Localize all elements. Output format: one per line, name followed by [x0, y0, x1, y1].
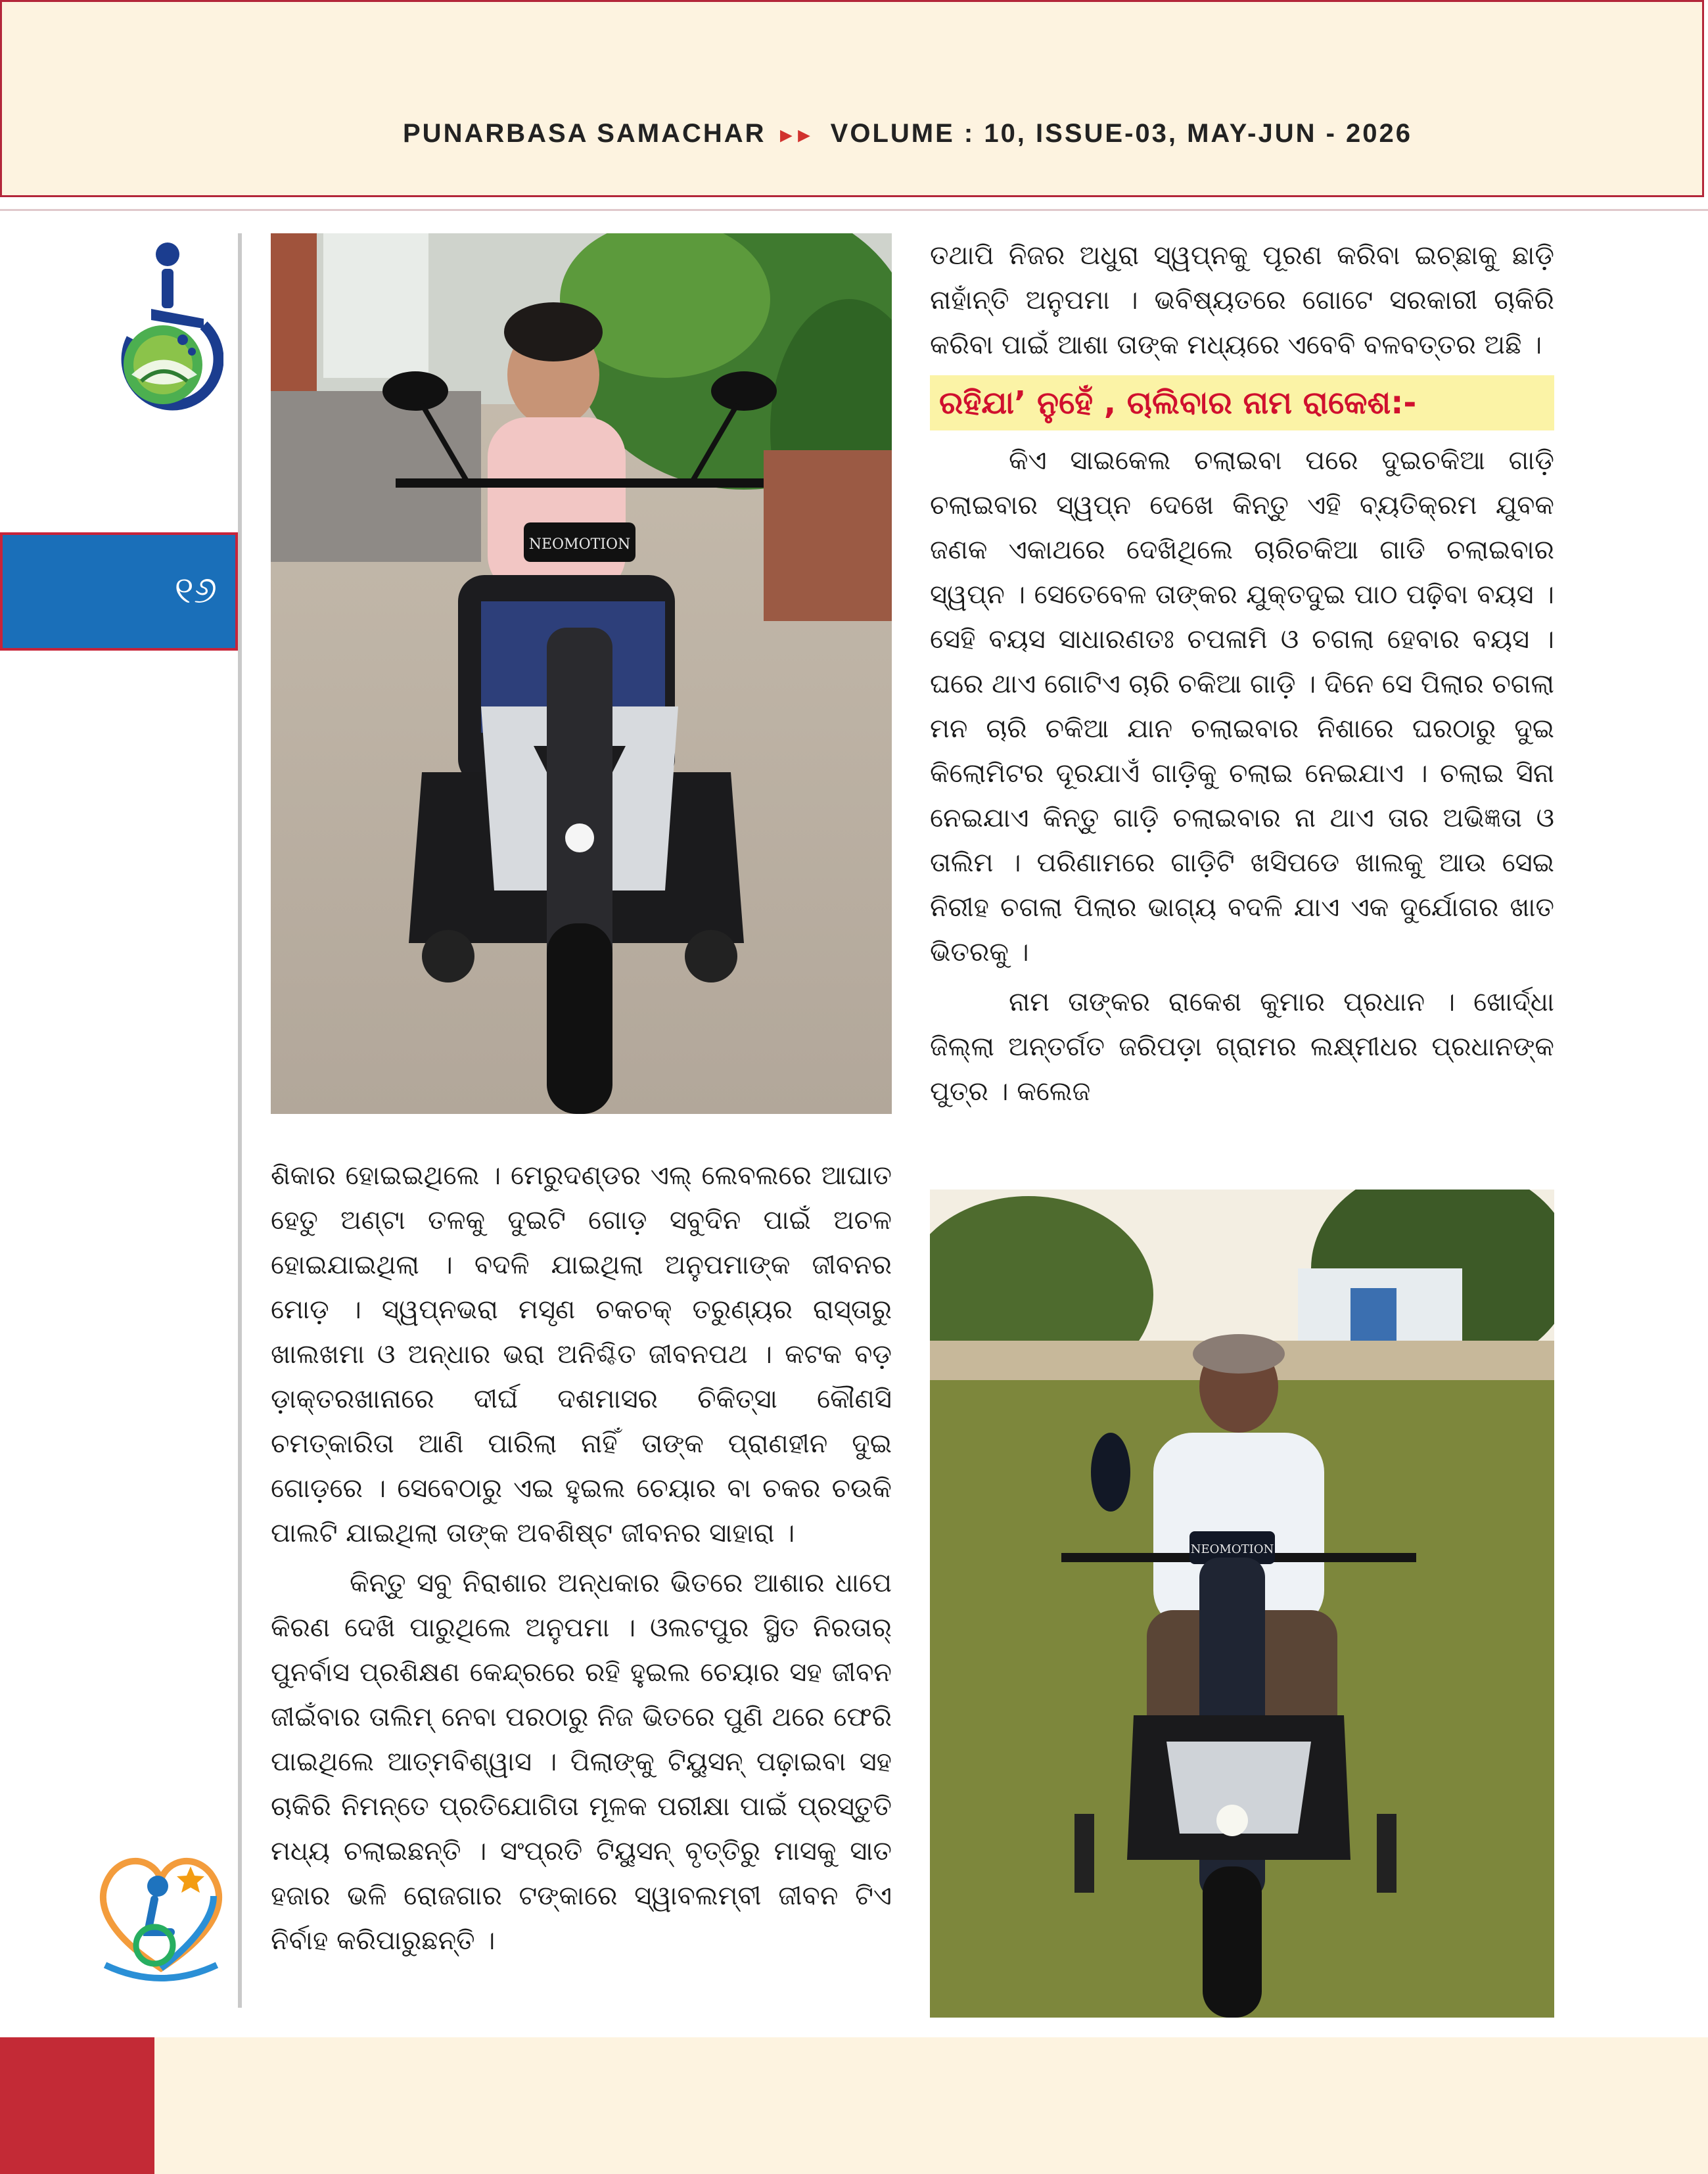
right-article-column [930, 233, 1554, 1114]
left-article-column [271, 1153, 892, 1963]
right-paragraph-0: ତଥାପି ନିଜର ଅଧୁରା ସ୍ୱପ୍ନକୁ ପୂରଣ କରିବା ଇଚ୍ଛାକୁ ଛାଡ଼ି ନାହାଁନ୍ତି ଅନୁପମା । ଭବିଷ୍ୟତରେ ଗୋଟେ ସରକାରୀ ଚାକିରି କରିବା ପାଇଁ ଆଶା ତାଙ୍କ ମଧ୍ୟରେ ଏବେବି ବଳବତ୍ତର ଅଛି । [930, 241, 1554, 360]
margin-rule [238, 233, 242, 2008]
right-paragraph-2: ନାମ ତାଙ୍କର ରାକେଶ କୁମାର ପ୍ରଧାନ । ଖୋର୍ଦ୍ଧା ଜିଲ୍ଲା ଅନ୍ତର୍ଗତ ଜରିପଡ଼ା ଗ୍ରାମର ଲକ୍ଷ୍ମୀଧର ପ୍ରଧାନଙ୍କ ପୁତ୍ର । କଲେଜ [930, 987, 1554, 1107]
photo-woman-neomotion [271, 233, 892, 1114]
page-number: ୧୬ [174, 569, 217, 612]
header-line [403, 119, 1412, 149]
page-header [0, 0, 1704, 197]
left-paragraph-1: ଶିକାର ହୋଇଇଥିଲେ । ମେରୁଦଣ୍ଡର ଏଲ୍ ଲେବଲରେ ଆଘାତ ହେତୁ ଅଣ୍ଟା ତଳକୁ ଦୁଇଟି ଗୋଡ଼ ସବୁଦିନ ପାଇଁ ଅଚଳ ହୋଇଯାଇଥିଲା । ବଦଳି ଯାଇଥିଲା ଅନୁପମାଙ୍କ ଜୀବନର ମୋଡ଼ । ସ୍ୱପ୍ନଭରା ମସୃଣ ଚକଚକ୍ ତରୁଣ୍ୟର ରାସ୍ତାରୁ ଖାଲଖମା ଓ ଅନ୍ଧାର ଭରା ଅନିଶ୍ଚିତ ଜୀବନପଥ । କଟକ ବଡ଼ ଡ଼ାକ୍ତରଖାନାରେ ଦୀର୍ଘ ଦଶମାସର ଚିକିତ୍ସା କୌଣସି ଚମତ୍କାରିତା ଆଣି ପାରିଲା ନାହିଁ ତାଙ୍କ ପ୍ରାଣହୀନ ଦୁଇ ଗୋଡ଼ରେ । ସେବେଠାରୁ ଏଇ ହୁଇଲ ଚେୟାର ବା ଚକର ଚଉକି ପାଲଟି ଯାଇଥିଲା ତାଙ୍କ ଅବଶିଷ୍ଟ ଜୀବନର ସାହାରା । [271, 1161, 892, 1548]
left-paragraph-2: କିନ୍ତୁ ସବୁ ନିରାଶାର ଅନ୍ଧକାର ଭିତରେ ଆଶାର ଧାପେ କିରଣ ଦେଖି ପାରୁଥିଲେ ଅନୁପମା । ଓଲଟପୁର ସ୍ଥିତ ନିରତାର୍ ପୁନର୍ବାସ ପ୍ରଶିକ୍ଷଣ କେନ୍ଦ୍ରରେ ରହି ହୁଇଲ ଚେୟାର ସହ ଜୀବନ ଜୀଇଁବାର ତାଲିମ୍ ନେବା ପରଠାରୁ ନିଜ ଭିତରେ ପୁଣି ଥରେ ଫେରି ପାଇଥିଲେ ଆତ୍ମବିଶ୍ୱାସ । ପିଲାଙ୍କୁ ଟିୟୁସନ୍ ପଢ଼ାଇବା ସହ ଚାକିରି ନିମନ୍ତେ ପ୍ରତିଯୋଗିତା ମୂଳକ ପରୀକ୍ଷା ପାଇଁ ପ୍ରସ୍ତୁତି ମଧ୍ୟ ଚଲାଇଛନ୍ତି । ସଂପ୍ରତି ଟିୟୁସନ୍ ବୃତ୍ତିରୁ ମାସକୁ ସାତ ହଜାର ଭଳି ରୋଜଗାର ଟଙ୍କାରେ ସ୍ୱାବଲମ୍ବୀ ଜୀବନ ଟିଏ ନିର୍ବାହ କରିପାରୁଛନ୍ତି । [271, 1568, 892, 1956]
issue-info: VOLUME : 10, ISSUE-03, MAY-JUN - 2026 [830, 119, 1412, 148]
header-arrows-icon: ▸▸ [780, 122, 816, 147]
page-number-box [0, 532, 238, 651]
photo2-brand: NEOMOTION [1190, 1542, 1274, 1556]
footer-red-block [0, 2037, 154, 2174]
section-subheading: ରହିଯା’ ନୁହେଁ , ଚାଲିବାର ନାମ ରାକେଶ:- [930, 375, 1554, 430]
page-footer [0, 2037, 1708, 2174]
wheelchair-logo-icon [105, 240, 223, 424]
photo-man-neomotion [930, 1190, 1554, 2018]
disability-care-logo-icon [92, 1840, 230, 1985]
photo1-brand: NEOMOTION [528, 536, 631, 553]
publication-title: PUNARBASA SAMACHAR [403, 119, 766, 148]
right-paragraph-1: କିଏ ସାଇକେଲ ଚଲାଇବା ପରେ ଦୁଇଚକିଆ ଗାଡ଼ି ଚଲାଇବାର ସ୍ୱପ୍ନ ଦେଖେ କିନ୍ତୁ ଏହି ବ୍ୟତିକ୍ରମ ଯୁବକ ଜଣକ ଏକାଥରେ ଦେଖିଥିଲେ ଚାରିଚକିଆ ଗାଡି ଚଲାଇବାର ସ୍ୱପ୍ନ । ସେତେବେଳ ତାଙ୍କର ଯୁକ୍ତଦୁଇ ପାଠ ପଢ଼ିବା ବୟସ । ସେହି ବୟସ ସାଧାରଣତଃ ଚପଳାମି ଓ ଚଗଲା ହେବାର ବୟସ । ଘରେ ଥାଏ ଗୋଟିଏ ଚାରି ଚକିଆ ଗାଡ଼ି । ଦିନେ ସେ ପିଲାର ଚଗଲା ମନ ଚାରି ଚକିଆ ଯାନ ଚଲାଇବାର ନିଶାରେ ଘରଠାରୁ ଦୁଇ କିଲୋମିଟର ଦୂରଯାଏଁ ଗାଡ଼ିକୁ ଚଲାଇ ନେଇଯାଏ । ଚଲାଇ ସିନା ନେଇଯାଏ କିନ୍ତୁ ଗାଡ଼ି ଚଲାଇବାର ନା ଥାଏ ତାର ଅଭିଜ୍ଞତା ଓ ତାଲିମ । ପରିଣାମରେ ଗାଡ଼ିଟି ଖସିପଡେ ଖାଲକୁ ଆଉ ସେଇ ନିରୀହ ଚଗଲା ପିଲାର ଭାଗ୍ୟ ବଦଳି ଯାଏ ଏକ ଦୁର୍ଯୋଗର ଖାତ ଭିତରକୁ । [930, 446, 1554, 967]
header-divider [0, 209, 1708, 211]
